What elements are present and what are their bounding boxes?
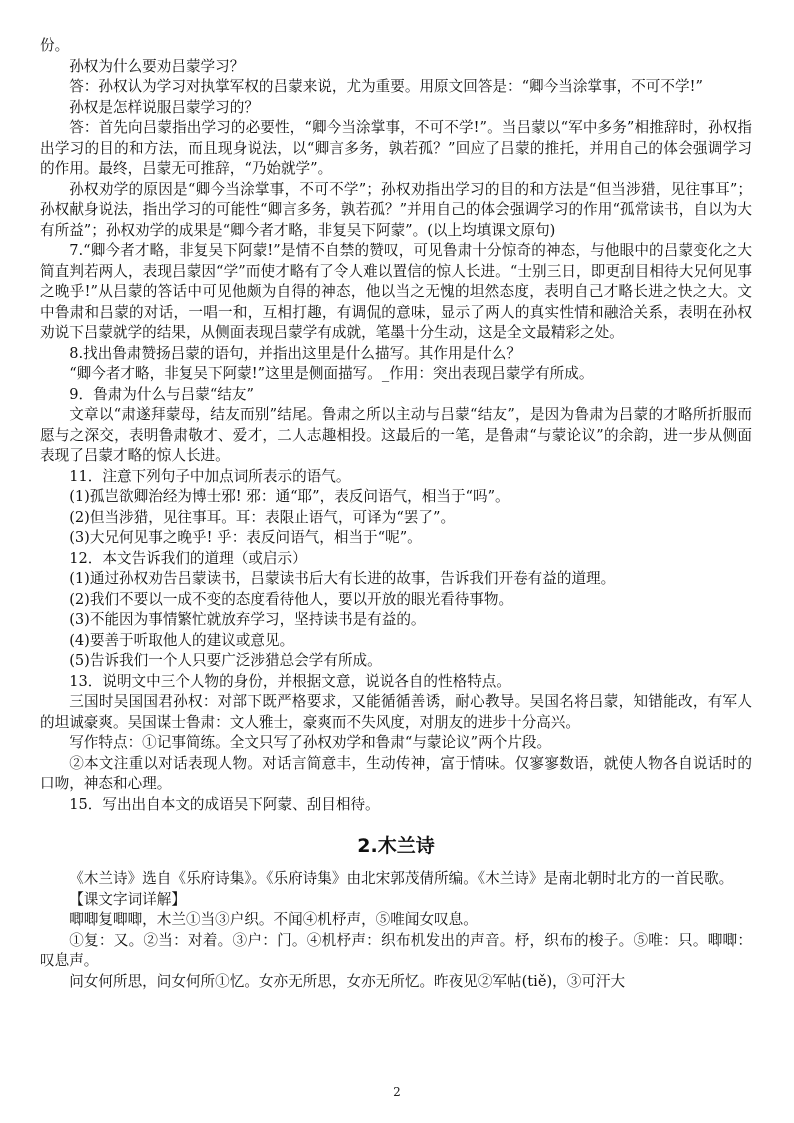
paragraph: “卿今者才略，非复吴下阿蒙!”这里是侧面描写。_作用：突出表现吕蒙学有所成。 bbox=[69, 365, 594, 382]
paragraph: (1)通过孙权劝告吕蒙读书，吕蒙读书后大有长进的故事，告诉我们开卷有益的道理。 bbox=[69, 570, 616, 587]
paragraph: (2)我们不要以一成不变的态度看待他人，要以开放的眼光看待事物。 bbox=[69, 590, 514, 608]
paragraph: 孙权是怎样说服吕蒙学习的？ bbox=[69, 98, 259, 116]
paragraph: 答：孙权认为学习对执掌军权的吕蒙来说，尤为重要。用原文回答是：“卿今当涂掌事，不可不学!” bbox=[69, 78, 703, 95]
paragraph: ①复：又。②当：对着。③户：门。④机杼声：织布机发出的声音。杼，织布的梭子。⑤唯：只。唧唧：叹息声。 bbox=[40, 931, 752, 969]
paragraph: 9．鲁肃为什么与吕蒙“结友” bbox=[69, 385, 254, 403]
paragraph: (4)要善于听取他人的建议或意见。 bbox=[69, 631, 295, 649]
paragraph: 15．写出出自本文的成语吴下阿蒙、刮目相待。 bbox=[69, 795, 380, 813]
paragraph: (5)告诉我们一个人只要广泛涉猎总会学有所成。 bbox=[69, 652, 382, 669]
paragraph: 8.找出鲁肃赞扬吕蒙的语句，并指出这里是什么描写。其作用是什么？ bbox=[69, 344, 521, 362]
paragraph: 【课文字词详解】 bbox=[69, 890, 186, 908]
section-title: 2.木兰诗 bbox=[357, 835, 435, 857]
text-block-sun-quan-quanxue bbox=[40, 36, 752, 815]
paragraph: 《木兰诗》选自《乐府诗集》。《乐府诗集》由北宋郭茂倩所编。《木兰诗》是南北朝时北方的一首民歌。 bbox=[69, 870, 734, 887]
paragraph: (3)大兄何见事之晚乎! 乎：表反问语气，相当于“呢”。 bbox=[69, 529, 422, 546]
paragraph: (1)孤岂欲卿治经为博士邪! 邪：通“耶”，表反问语气，相当于“吗”。 bbox=[69, 488, 510, 505]
paragraph: 答：首先向吕蒙指出学习的必要性，“卿今当涂掌事，不可不学!”。当吕蒙以“军中多务”相推辞时，孙权指出学习的目的和方法，而且现身说法，以“卿言多务，孰若孤？”回应了吕蒙的推托，并用自己的体会强调学习的作用。最终，吕蒙无可推辞，“乃始就学”。 bbox=[40, 119, 752, 177]
paragraph: 文章以“肃遂拜蒙母，结友而别”结尾。鲁肃之所以主动与吕蒙“结友”，是因为鲁肃为吕蒙的才略所折服而愿与之深交，表明鲁肃敬才、爱才，二人志趣相投。这最后的一笔，是鲁肃“与蒙论议”的余韵，进一步从侧面表现了吕蒙才略的惊人长进。 bbox=[40, 406, 752, 464]
paragraph: 唧唧复唧唧，木兰①当③户织。不闻④机杼声，⑤唯闻女叹息。 bbox=[69, 911, 478, 928]
paragraph: (2)但当涉猎，见往事耳。耳：表限止语气，可译为“罢了”。 bbox=[69, 508, 456, 526]
paragraph: (3)不能因为事情繁忙就放弃学习，坚持读书是有益的。 bbox=[69, 611, 426, 628]
text-block-mulan-shi bbox=[40, 869, 752, 992]
paragraph: 三国时吴国国君孙权：对部下既严格要求，又能循循善诱，耐心教导。吴国名将吕蒙，知错能改，有军人的坦诚豪爽。吴国谋士鲁肃：文人雅士，豪爽而不失风度，对朋友的进步十分高兴。 bbox=[40, 693, 752, 731]
paragraph: ②本文注重以对话表现人物。对话言简意丰，生动传神，富于情味。仅寥寥数语，就使人物各自说话时的口吻，神态和心理。 bbox=[40, 754, 752, 792]
paragraph: 11．注意下列句子中加点词所表示的语气。 bbox=[69, 467, 351, 485]
paragraph: 13．说明文中三个人物的身份，并根据文意，说说各自的性格特点。 bbox=[69, 672, 511, 690]
paragraph: 孙权劝学的原因是“卿今当涂掌事，不可不学”；孙权劝指出学习的目的和方法是“但当涉猎，见往事耳”；孙权献身说法，指出学习的可能性“卿言多务，孰若孤？”并用自己的体会强调学习的作用“孤常读书，自以为大有所益”；孙权劝学的成果是“卿今者才略，非复吴下阿蒙”。(以上均填课文原句) bbox=[40, 180, 752, 239]
paragraph: 孙权为什么要劝吕蒙学习？ bbox=[69, 57, 245, 75]
paragraph: 12．本文告诉我们的道理（或启示） bbox=[69, 549, 307, 567]
paragraph: 写作特点：①记事简练。全文只写了孙权劝学和鲁肃“与蒙论议”两个片段。 bbox=[69, 734, 552, 751]
paragraph: 问女何所思，问女何所①忆。女亦无所思，女亦无所忆。昨夜见②军帖(tiě)，③可汗大 bbox=[69, 972, 626, 990]
paragraph: 份。 bbox=[40, 37, 70, 54]
paragraph: 7.“卿今者才略，非复吴下阿蒙!”是情不自禁的赞叹，可见鲁肃十分惊奇的神态，与他眼中的吕蒙变化之大简直判若两人，表现吕蒙因“学”而使才略有了令人难以置信的惊人长进。“士别三日，即更刮目相待大兄何见事之晚乎!”从吕蒙的答话中可见他颇为自得的神态，他以当之无愧的坦然态度，表明自己才略长进之快之大。文中鲁肃和吕蒙的对话，一唱一和，互相打趣，有调侃的意味，显示了两人的真实性情和融洽关系，表明在孙权劝说下吕蒙就学的结果，从侧面表现吕蒙学有成就，笔墨十分生动，这是全文最精彩之处。 bbox=[40, 242, 752, 341]
page-number: 2 bbox=[393, 1085, 401, 1099]
